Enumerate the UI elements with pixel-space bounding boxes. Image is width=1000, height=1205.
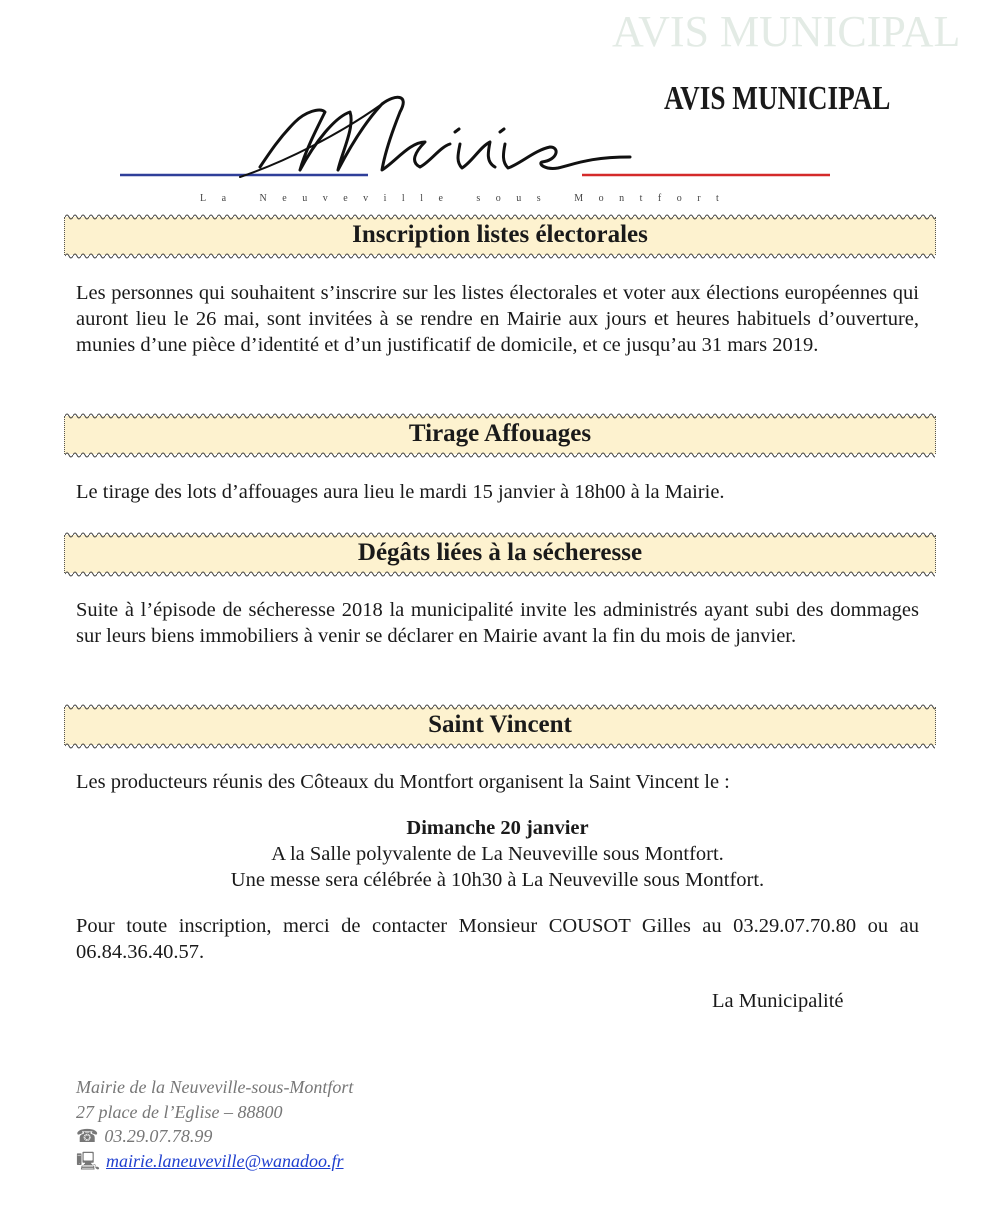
email-link[interactable]: mairie.laneuveville@wanadoo.fr [106, 1150, 344, 1171]
footer-name: Mairie de la Neuveville-sous-Montfort [76, 1077, 354, 1097]
wavy-border-top [65, 412, 935, 419]
footer-phone-row [76, 1124, 353, 1149]
section-header-affouages [64, 416, 936, 454]
phone-icon: ☎ [76, 1126, 99, 1146]
wavy-border-top [65, 703, 935, 710]
section-title: Saint Vincent [428, 711, 572, 738]
wavy-border-bottom [65, 742, 935, 749]
signature: La Municipalité [712, 990, 844, 1012]
section-title: Tirage Affouages [408, 420, 592, 447]
wavy-border-bottom [65, 570, 935, 577]
section-body: Les personnes qui souhaitent s’inscrire sur les listes électorales et voter aux élections européennes qui auront lieu le 26 mai, sont invitées à se rendre en Mairie aux jours et heures habituels d’ouverture, munies d’une pièce d’identité et d’un justificatif de domicile, et ce jusqu’au 31 mars 2019. [76, 282, 919, 356]
wavy-border-bottom [65, 252, 935, 259]
mairie-logo [110, 82, 850, 207]
section-title: Inscription listes électorales [352, 221, 648, 248]
wavy-border-bottom [65, 451, 935, 458]
section-header-secheresse [64, 535, 936, 573]
footer-phone: 03.29.07.78.99 [104, 1126, 213, 1146]
event-date: Dimanche 20 janvier [406, 817, 589, 839]
section-header-inscription [64, 217, 936, 255]
footer-email-row [76, 1149, 353, 1174]
computer-icon: 🖳 [76, 1150, 101, 1171]
section-body: Suite à l’épisode de sécheresse 2018 la municipalité invite les administrés ayant subi des dommages sur leurs biens immobiliers à venir se déclarer en Mairie avant la fin du mois de janvier. [76, 599, 919, 647]
watermark-title: AVIS MUNICIPAL [612, 7, 961, 56]
wavy-border-top [65, 531, 935, 538]
wavy-border-top [65, 213, 935, 220]
event-details [76, 815, 919, 893]
logo-subtitle: La Neuveville sous Montfort [200, 193, 735, 204]
section-title: Dégâts liées à la sécheresse [357, 539, 643, 566]
section-header-saint-vincent [64, 707, 936, 745]
footer-address [76, 1075, 353, 1173]
event-mass: Une messe sera célébrée à 10h30 à La Neuveville sous Montfort. [230, 869, 765, 891]
event-location: A la Salle polyvalente de La Neuveville sous Montfort. [271, 843, 724, 865]
section-intro: Les producteurs réunis des Côteaux du Montfort organisent la Saint Vincent le : [76, 771, 730, 793]
section-body: Le tirage des lots d’affouages aura lieu le mardi 15 janvier à 18h00 à la Mairie. [76, 481, 725, 503]
footer-street: 27 place de l’Eglise – 88800 [76, 1101, 283, 1122]
contact-paragraph: Pour toute inscription, merci de contacter Monsieur COUSOT Gilles au 03.29.07.70.80 ou au 06.84.36.40.57. [76, 915, 919, 963]
page-title: AVIS MUNICIPAL [664, 80, 891, 117]
